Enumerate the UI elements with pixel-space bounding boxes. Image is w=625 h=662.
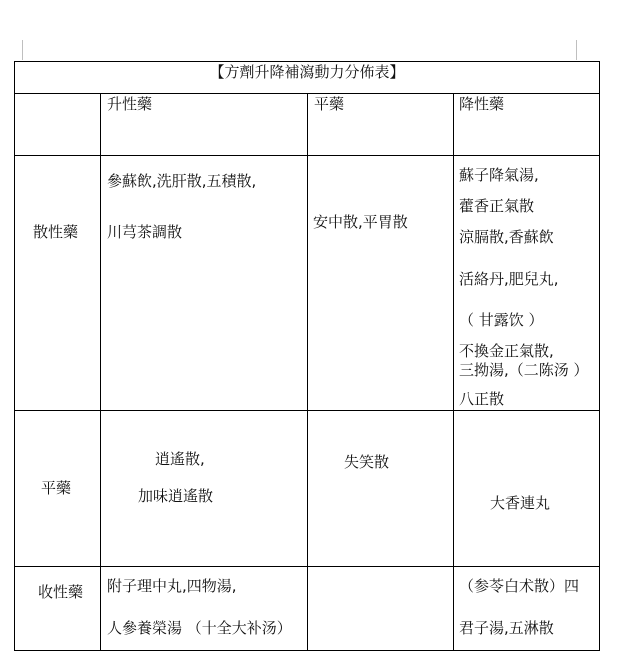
margin-mark-right <box>576 40 577 60</box>
cell-text: 君子湯,五淋散 <box>459 619 554 637</box>
cell-text: 活絡丹,肥兒丸, <box>459 270 559 288</box>
cell-text: 蘇子降氣湯, <box>459 166 539 184</box>
cell-text: （参苓白术散）四 <box>459 577 580 595</box>
cell-text: 逍遙散, <box>155 450 205 468</box>
margin-mark-left <box>22 40 23 60</box>
cell-text: （ 甘露饮 ） <box>459 311 544 329</box>
col-header-up: 升性藥 <box>107 95 153 113</box>
cell-text: 大香連丸 <box>490 494 551 512</box>
cell-text: 川芎茶調散 <box>107 223 183 241</box>
cell-text: 安中散,平胃散 <box>313 213 408 231</box>
cell-text: 涼膈散,香蘇飲 <box>459 228 554 246</box>
row-label-astringent: 收性藥 <box>38 583 84 601</box>
cell-text: 不換金正氣散, <box>459 342 554 360</box>
cell-text: 八正散 <box>459 390 505 408</box>
table-border-left <box>14 61 15 651</box>
formula-table <box>14 61 600 651</box>
cell-text: 失笑散 <box>344 453 390 471</box>
row-label-neutral: 平藥 <box>41 479 72 497</box>
cell-text: 藿香正氣散 <box>459 197 535 215</box>
col-header-down: 降性藥 <box>459 95 505 113</box>
table-rule-col1 <box>100 93 101 651</box>
table-border-right <box>599 61 600 651</box>
table-border-top <box>14 61 600 62</box>
table-title: 【方劑升降補瀉動力分佈表】 <box>209 63 405 81</box>
cell-text: 參蘇飲,洗肝散,五積散, <box>107 172 257 190</box>
cell-text: 附子理中丸,四物湯, <box>107 577 237 595</box>
cell-text: 三拗湯,（二陈汤 ） <box>459 361 589 379</box>
col-header-flat: 平藥 <box>314 95 345 113</box>
table-rule-col3 <box>453 93 454 651</box>
table-rule-col2 <box>307 93 308 651</box>
cell-text: 人參養榮湯 （十全大补汤） <box>107 619 292 637</box>
row-label-disperse: 散性藥 <box>33 223 79 241</box>
cell-text: 加味逍遙散 <box>138 487 214 505</box>
